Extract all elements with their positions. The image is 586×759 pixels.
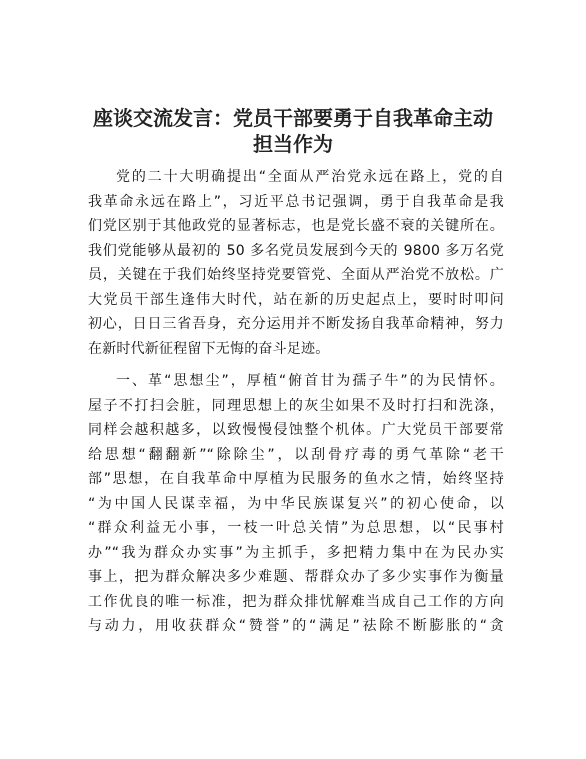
document-body: [88, 165, 504, 639]
paragraph-line: “为中国人民谋幸福，为中华民族谋复兴”的初心使命，以: [88, 495, 504, 512]
paragraph-line: 与动力，用收获群众“赞誉”的“满足”祛除不断膨胀的“贪: [88, 618, 504, 634]
paragraph-line: 工作优良的唯一标准，把为群众排忧解难当成自己工作的方向: [88, 593, 504, 610]
paragraph-line: 员，关键在于我们始终坚持党要管党、全面从严治党不放松。广: [88, 267, 504, 283]
paragraph-1: [88, 165, 504, 361]
paragraph-line: 我革命永远在路上”，习近平总书记强调，勇于自我革命是我: [88, 193, 504, 210]
paragraph-line: 们党区别于其他政党的显著标志，也是党长盛不衰的关键所在。: [88, 218, 504, 234]
paragraph-line: 初心，日日三省吾身，充分运用并不断发扬自我革命精神，努力: [88, 316, 504, 332]
paragraph-line: 一、革“思想尘”，厚植“俯首甘为孺子牛”的为民情怀。: [116, 373, 504, 389]
paragraph-line: 屋子不打扫会脏，同理思想上的灰尘如果不及时打扫和洗涤，: [88, 397, 504, 414]
paragraph-line: 在新时代新征程留下无悔的奋斗足迹。: [88, 340, 330, 357]
paragraph-line: 办”“我为群众办实事”为主抓手，多把精力集中在为民办实: [88, 544, 504, 561]
paragraph-line: 我们党能够从最初的 50 多名党员发展到今天的 9800 多万名党: [88, 242, 504, 259]
paragraph-spacer: [88, 361, 504, 369]
document-title-line-1: 座谈交流发言：党员干部要勇于自我革命主动: [93, 106, 493, 130]
paragraph-line: 事上，把为群众解决多少难题、帮群众办了多少实事作为衡量: [88, 569, 504, 585]
paragraph-line: 同样会越积越多，以致慢慢侵蚀整个机体。广大党员干部要常: [88, 422, 504, 438]
paragraph-line: 党的二十大明确提出“全面从严治党永远在路上，党的自: [116, 169, 504, 185]
document-title-line-2: 担当作为: [253, 132, 333, 156]
paragraph-line: 部”思想，在自我革命中厚植为民服务的鱼水之情，始终坚持: [88, 471, 504, 487]
paragraph-line: 给思想“翻翻新”“除除尘”，以刮骨疗毒的勇气革除“老干: [88, 446, 504, 463]
paragraph-2: [88, 369, 504, 639]
paragraph-line: 大党员干部生逢伟大时代，站在新的历史起点上，要时时叩问: [88, 291, 504, 308]
paragraph-line: “群众利益无小事，一枝一叶总关情”为总思想，以“民事村: [88, 520, 504, 536]
